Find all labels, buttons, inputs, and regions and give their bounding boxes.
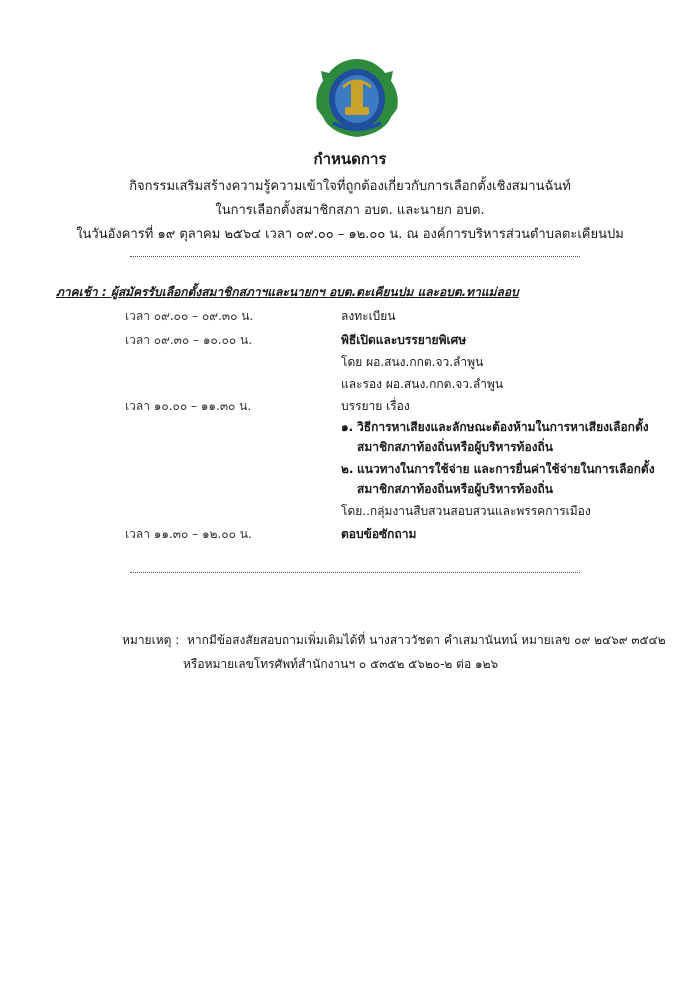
election-commission-emblem-icon	[313, 57, 401, 139]
note-office-phone-line: หรือหมายเลขโทรศัพท์สำนักงานฯ ๐ ๕๓๕๒ ๕๖๒๐-๒ ต่อ ๑๒๖	[183, 657, 499, 671]
note-label: หมายเหตุ :	[122, 633, 180, 647]
schedule-activity-4: ตอบข้อซักถาม	[341, 527, 417, 541]
schedule-speaker-2: และรอง ผอ.สนง.กกต.จว.ลำพูน	[341, 377, 504, 391]
document-title: กำหนดการ	[313, 150, 387, 168]
schedule-time-4: เวลา ๑๑.๓๐ – ๑๒.๐๐ น.	[125, 527, 252, 541]
session-heading: ภาคเช้า : ผู้สมัครรับเลือกตั้งสมาชิกสภาฯและนายกฯ อบต.ตะเคียนปม และอบต.ทาแม่ลอบ	[56, 285, 519, 299]
topic-number-2: ๒.	[341, 462, 354, 476]
schedule-speaker-3: โดย..กลุ่มงานสืบสวนสอบสวนและพรรคการเมือง	[341, 504, 591, 518]
schedule-time-1: เวลา ๐๙.๐๐ – ๐๙.๓๐ น.	[125, 309, 254, 323]
schedule-time-3: เวลา ๑๐.๐๐ – ๑๑.๓๐ น.	[125, 399, 252, 413]
schedule-activity-3: บรรยาย เรื่อง	[341, 399, 410, 413]
topic-1-line-1: วิธีการหาเสียงและลักษณะต้องห้ามในการหาเสียงเลือกตั้ง	[357, 420, 649, 434]
dotted-divider-bottom	[130, 572, 580, 573]
activity-description: กิจกรรมเสริมสร้างความรู้ความเข้าใจที่ถูกต้องเกี่ยวกับการเลือกตั้งเชิงสมานฉันท์	[129, 179, 571, 194]
topic-2-line-2: สมาชิกสภาท้องถิ่นหรือผู้บริหารท้องถิ่น	[357, 482, 553, 496]
topic-number-1: ๑.	[341, 420, 354, 434]
topic-1-line-2: สมาชิกสภาท้องถิ่นหรือผู้บริหารท้องถิ่น	[357, 440, 553, 454]
schedule-activity-1: ลงทะเบียน	[341, 309, 396, 323]
election-description: ในการเลือกตั้งสมาชิกสภา อบต. และนายก อบต.	[215, 203, 485, 218]
topic-2-line-1: แนวทางในการใช้จ่าย และการยื่นค่าใช้จ่ายในการเลือกตั้ง	[357, 462, 655, 476]
note-contact-line: หากมีข้อสงสัยสอบถามเพิ่มเติมได้ที่ นางสาววัชตา คำเสมานันทน์ หมายเลข ๐๙ ๒๔๖๙ ๓๕๔๒	[187, 633, 666, 647]
schedule-time-2: เวลา ๐๙.๓๐ – ๑๐.๐๐ น.	[125, 333, 253, 347]
date-venue-line: ในวันอังคารที่ ๑๙ ตุลาคม ๒๕๖๔ เวลา ๐๙.๐๐ – ๑๒.๐๐ น. ณ องค์การบริหารส่วนตำบลตะเคียนปม	[76, 227, 624, 242]
dotted-divider-top	[130, 256, 580, 257]
schedule-activity-2: พิธีเปิดและบรรยายพิเศษ	[341, 333, 467, 347]
schedule-speaker-1: โดย ผอ.สนง.กกต.จว.ลำพูน	[341, 355, 484, 369]
